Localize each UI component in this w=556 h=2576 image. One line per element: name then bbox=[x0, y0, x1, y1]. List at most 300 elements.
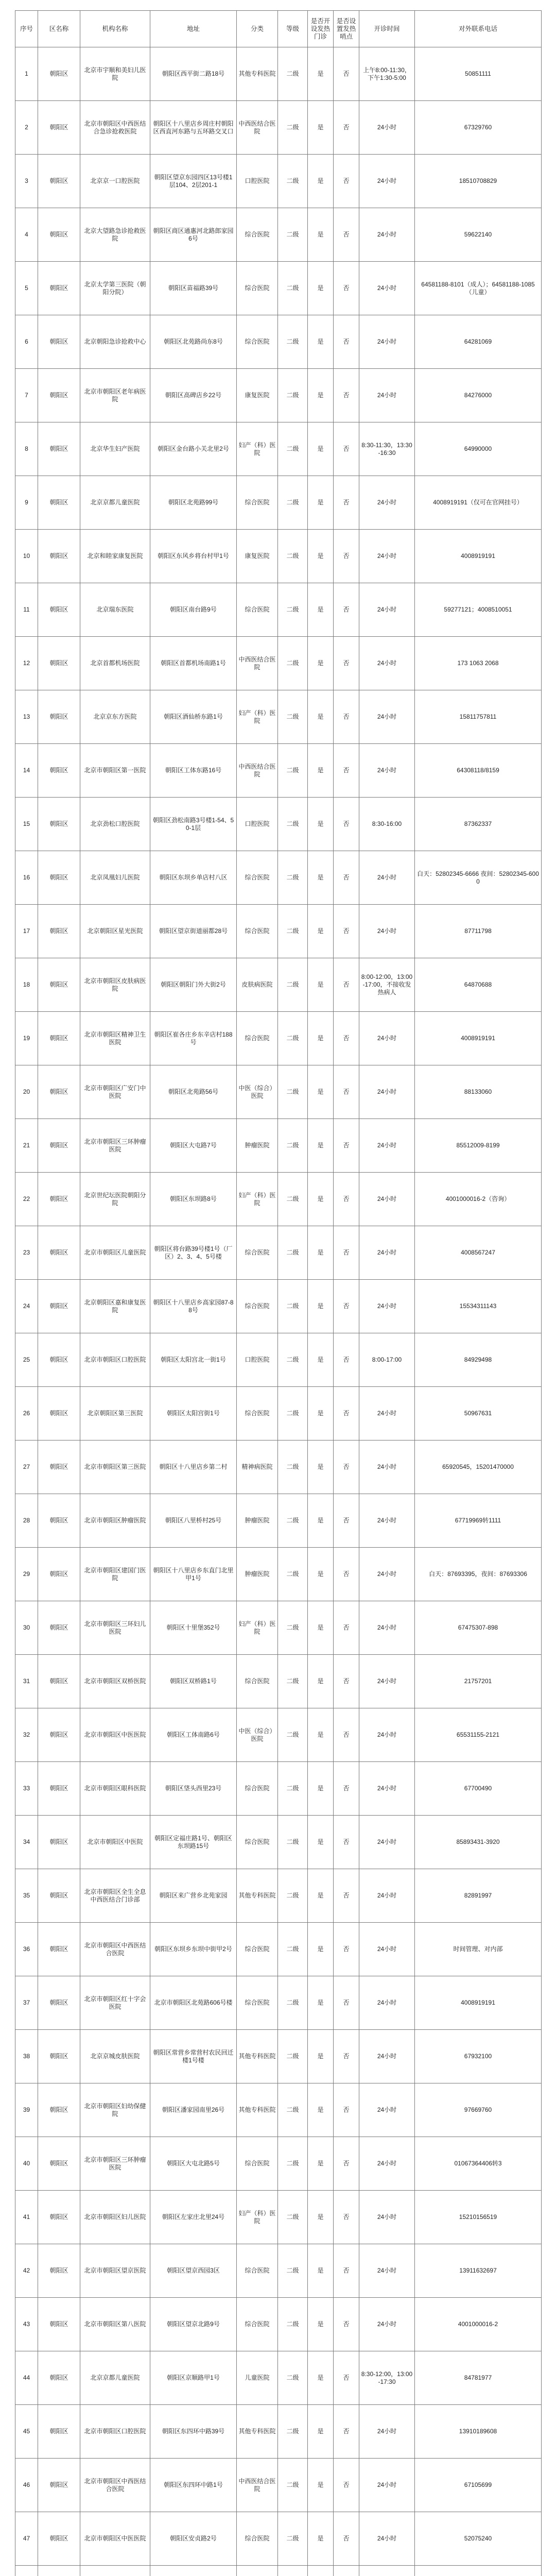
cell-index bbox=[15, 2566, 38, 2576]
cell-category: 妇产（科）医院 bbox=[237, 1601, 278, 1655]
cell-level: 二级 bbox=[278, 583, 308, 637]
cell-phone: 15811757811 bbox=[415, 690, 542, 744]
table-row bbox=[15, 744, 542, 798]
cell-phone: 59622140 bbox=[415, 208, 542, 262]
cell-category bbox=[237, 2566, 278, 2576]
cell-opening-hours: 24小时 bbox=[359, 851, 415, 905]
cell-level: 二级 bbox=[278, 530, 308, 583]
cell-institution: 北京朝阳急诊抢救中心 bbox=[80, 315, 150, 369]
cell-institution: 北京市朝阳区中西医结合医院 bbox=[80, 1923, 150, 1976]
cell-phone: 4008919191 bbox=[415, 1976, 542, 2030]
cell-index: 5 bbox=[15, 262, 38, 315]
cell-opening-hours: 24小时 bbox=[359, 1494, 415, 1548]
cell-index: 11 bbox=[15, 583, 38, 637]
cell-phone: 50967631 bbox=[415, 1387, 542, 1440]
cell-address: 朝阳区太阳宫街1号 bbox=[150, 1387, 237, 1440]
cell-index: 24 bbox=[15, 1280, 38, 1333]
cell-institution: 北京市朝阳区第一医院 bbox=[80, 744, 150, 798]
cell-opening-hours: 24小时 bbox=[359, 530, 415, 583]
cell-address: 朝阳区太阳宫北一街1号 bbox=[150, 1333, 237, 1387]
cell-fever-sentinel: 否 bbox=[334, 1440, 359, 1494]
cell-opening-hours: 24小时 bbox=[359, 583, 415, 637]
cell-fever-sentinel: 否 bbox=[334, 155, 359, 208]
cell-opening-hours: 24小时 bbox=[359, 2030, 415, 2083]
cell-institution: 北京凤凰妇儿医院 bbox=[80, 851, 150, 905]
cell-institution: 北京市朝阳区中医医院 bbox=[80, 2512, 150, 2566]
cell-fever-sentinel: 否 bbox=[334, 690, 359, 744]
cell-level: 二级 bbox=[278, 47, 308, 101]
cell-fever-clinic: 是 bbox=[308, 1440, 334, 1494]
cell-fever-clinic: 是 bbox=[308, 47, 334, 101]
cell-fever-sentinel: 否 bbox=[334, 798, 359, 851]
cell-institution: 北京朝阳区嘉和康复医院 bbox=[80, 1280, 150, 1333]
cell-phone: 13910189608 bbox=[415, 2405, 542, 2459]
table-row bbox=[15, 47, 542, 101]
cell-opening-hours: 24小时 bbox=[359, 208, 415, 262]
cell-level: 二级 bbox=[278, 1012, 308, 1065]
cell-district: 朝阳区 bbox=[38, 1387, 80, 1440]
table-row bbox=[15, 208, 542, 262]
cell-opening-hours: 24小时 bbox=[359, 1173, 415, 1226]
cell-opening-hours: 24小时 bbox=[359, 315, 415, 369]
cell-fever-clinic: 是 bbox=[308, 798, 334, 851]
cell-district: 朝阳区 bbox=[38, 851, 80, 905]
cell-opening-hours: 24小时 bbox=[359, 1440, 415, 1494]
cell-index: 42 bbox=[15, 2244, 38, 2298]
cell-opening-hours: 24小时 bbox=[359, 1387, 415, 1440]
cell-fever-sentinel: 否 bbox=[334, 1333, 359, 1387]
cell-opening-hours: 24小时 bbox=[359, 637, 415, 690]
cell-address: 朝阳区双桥路1号 bbox=[150, 1655, 237, 1708]
cell-opening-hours: 24小时 bbox=[359, 1655, 415, 1708]
cell-institution: 北京朝阳区第三医院 bbox=[80, 1387, 150, 1440]
cell-level: 二级 bbox=[278, 744, 308, 798]
cell-fever-clinic: 是 bbox=[308, 2244, 334, 2298]
cell-category: 综合医院 bbox=[237, 2298, 278, 2351]
cell-category: 综合医院 bbox=[237, 2137, 278, 2191]
table-row bbox=[15, 101, 542, 155]
cell-phone: 时间管理、对内部 bbox=[415, 1923, 542, 1976]
table-row bbox=[15, 1816, 542, 1869]
cell-address: 朝阳区垡头西里23号 bbox=[150, 1762, 237, 1816]
table-row bbox=[15, 1601, 542, 1655]
cell-phone: 88133060 bbox=[415, 1065, 542, 1119]
cell-address: 朝阳区东坝乡东坝中街甲2号 bbox=[150, 1923, 237, 1976]
cell-opening-hours: 上午8:00-11:30，下午1:30-5:00 bbox=[359, 47, 415, 101]
cell-index: 3 bbox=[15, 155, 38, 208]
cell-fever-clinic: 是 bbox=[308, 958, 334, 1012]
cell-opening-hours: 24小时 bbox=[359, 1119, 415, 1173]
cell-category: 综合医院 bbox=[237, 1976, 278, 2030]
cell-fever-sentinel: 否 bbox=[334, 2137, 359, 2191]
hospital-table bbox=[15, 10, 542, 2576]
cell-fever-clinic: 是 bbox=[308, 1012, 334, 1065]
cell-opening-hours bbox=[359, 2566, 415, 2576]
cell-institution: 北京市朝阳区眼科医院 bbox=[80, 1762, 150, 1816]
cell-level: 二级 bbox=[278, 1762, 308, 1816]
cell-level: 二级 bbox=[278, 2459, 308, 2512]
cell-district: 朝阳区 bbox=[38, 1226, 80, 1280]
cell-level: 二级 bbox=[278, 1494, 308, 1548]
cell-opening-hours: 8:30-12:00，13:00-17:30 bbox=[359, 2351, 415, 2405]
cell-phone: 64990000 bbox=[415, 422, 542, 476]
cell-institution: 北京市朝阳区三环肿瘤医院 bbox=[80, 2137, 150, 2191]
cell-district: 朝阳区 bbox=[38, 744, 80, 798]
cell-institution: 北京京东方医院 bbox=[80, 690, 150, 744]
header-district: 区名称 bbox=[38, 11, 80, 47]
cell-address: 朝阳区潘家园南里26号 bbox=[150, 2083, 237, 2137]
cell-fever-clinic: 是 bbox=[308, 1119, 334, 1173]
cell-fever-clinic: 是 bbox=[308, 1065, 334, 1119]
cell-fever-clinic: 是 bbox=[308, 2137, 334, 2191]
cell-category: 综合医院 bbox=[237, 315, 278, 369]
cell-fever-sentinel: 否 bbox=[334, 2244, 359, 2298]
cell-category: 综合医院 bbox=[237, 1655, 278, 1708]
cell-district: 朝阳区 bbox=[38, 1548, 80, 1601]
cell-fever-clinic: 是 bbox=[308, 1548, 334, 1601]
cell-category: 综合医院 bbox=[237, 208, 278, 262]
cell-level: 二级 bbox=[278, 1173, 308, 1226]
cell-category: 妇产（科）医院 bbox=[237, 422, 278, 476]
cell-level: 二级 bbox=[278, 1976, 308, 2030]
cell-index: 38 bbox=[15, 2030, 38, 2083]
cell-index: 46 bbox=[15, 2459, 38, 2512]
cell-fever-sentinel: 否 bbox=[334, 1226, 359, 1280]
cell-institution: 北京市朝阳区第三医院 bbox=[80, 1440, 150, 1494]
cell-institution: 北京市朝阳区儿童医院 bbox=[80, 1226, 150, 1280]
cell-category: 综合医院 bbox=[237, 851, 278, 905]
cell-phone: 85512009-8199 bbox=[415, 1119, 542, 1173]
cell-address: 朝阳区北苑路尚东8号 bbox=[150, 315, 237, 369]
cell-phone: 01067364406转3 bbox=[415, 2137, 542, 2191]
cell-fever-clinic: 是 bbox=[308, 422, 334, 476]
cell-index: 30 bbox=[15, 1601, 38, 1655]
cell-address: 朝阳区定福庄路1号、朝阳区东坝路15号 bbox=[150, 1816, 237, 1869]
cell-fever-clinic: 是 bbox=[308, 2298, 334, 2351]
cell-address: 朝阳区望京北路9号 bbox=[150, 2298, 237, 2351]
cell-address: 朝阳区八里桥村25号 bbox=[150, 1494, 237, 1548]
cell-address: 朝阳区南台路9号 bbox=[150, 583, 237, 637]
cell-fever-clinic: 是 bbox=[308, 1226, 334, 1280]
cell-level: 二级 bbox=[278, 422, 308, 476]
cell-index: 1 bbox=[15, 47, 38, 101]
cell-level: 二级 bbox=[278, 262, 308, 315]
cell-category: 中医（综合）医院 bbox=[237, 1065, 278, 1119]
cell-institution: 北京市朝阳区望京医院 bbox=[80, 2244, 150, 2298]
cell-phone: 13911632697 bbox=[415, 2244, 542, 2298]
cell-opening-hours: 24小时 bbox=[359, 744, 415, 798]
table-row bbox=[15, 1976, 542, 2030]
cell-address: 朝阳区工体东路16号 bbox=[150, 744, 237, 798]
cell-category: 妇产（科）医院 bbox=[237, 690, 278, 744]
cell-institution: 北京市朝阳区三环妇儿医院 bbox=[80, 1601, 150, 1655]
cell-address: 朝阳区十里堡352号 bbox=[150, 1601, 237, 1655]
cell-fever-clinic: 是 bbox=[308, 2083, 334, 2137]
cell-level: 二级 bbox=[278, 905, 308, 958]
cell-level: 二级 bbox=[278, 476, 308, 530]
cell-district: 朝阳区 bbox=[38, 1976, 80, 2030]
cell-phone: 15534311143 bbox=[415, 1280, 542, 1333]
cell-index: 21 bbox=[15, 1119, 38, 1173]
cell-phone: 59277121；4008510051 bbox=[415, 583, 542, 637]
table-row bbox=[15, 583, 542, 637]
cell-fever-sentinel: 否 bbox=[334, 2405, 359, 2459]
cell-district: 朝阳区 bbox=[38, 1869, 80, 1923]
cell-index: 41 bbox=[15, 2191, 38, 2244]
cell-fever-sentinel: 否 bbox=[334, 851, 359, 905]
cell-address: 朝阳区常营乡常营村农民回迁楼1号楼 bbox=[150, 2030, 237, 2083]
cell-category: 中西医结合医院 bbox=[237, 101, 278, 155]
cell-opening-hours: 24小时 bbox=[359, 2298, 415, 2351]
cell-opening-hours: 24小时 bbox=[359, 905, 415, 958]
cell-fever-sentinel: 否 bbox=[334, 208, 359, 262]
cell-category: 综合医院 bbox=[237, 2244, 278, 2298]
cell-district: 朝阳区 bbox=[38, 315, 80, 369]
cell-level: 二级 bbox=[278, 1387, 308, 1440]
table-row bbox=[15, 1119, 542, 1173]
cell-fever-clinic: 是 bbox=[308, 1387, 334, 1440]
cell-level: 二级 bbox=[278, 2191, 308, 2244]
cell-fever-clinic: 是 bbox=[308, 744, 334, 798]
cell-district: 朝阳区 bbox=[38, 2459, 80, 2512]
cell-index: 18 bbox=[15, 958, 38, 1012]
cell-category: 肿瘤医院 bbox=[237, 1548, 278, 1601]
cell-institution bbox=[80, 2566, 150, 2576]
cell-institution: 北京市朝阳区建国门医院 bbox=[80, 1548, 150, 1601]
cell-category: 综合医院 bbox=[237, 262, 278, 315]
table-row bbox=[15, 1708, 542, 1762]
cell-index: 15 bbox=[15, 798, 38, 851]
cell-opening-hours: 24小时 bbox=[359, 2083, 415, 2137]
cell-institution: 北京世纪坛医院朝阳分院 bbox=[80, 1173, 150, 1226]
cell-district: 朝阳区 bbox=[38, 2298, 80, 2351]
cell-fever-clinic: 是 bbox=[308, 851, 334, 905]
table-row bbox=[15, 637, 542, 690]
cell-phone: 67719969转1111 bbox=[415, 1494, 542, 1548]
cell-category: 康复医院 bbox=[237, 369, 278, 422]
cell-level: 二级 bbox=[278, 690, 308, 744]
cell-phone: 4001000016-2（咨询） bbox=[415, 1173, 542, 1226]
cell-institution: 北京和睦家康复医院 bbox=[80, 530, 150, 583]
cell-fever-sentinel: 否 bbox=[334, 1708, 359, 1762]
cell-index: 36 bbox=[15, 1923, 38, 1976]
cell-level: 二级 bbox=[278, 1601, 308, 1655]
cell-address: 朝阳区将台路39号楼1号（厂区）2、3、4、5号楼 bbox=[150, 1226, 237, 1280]
cell-district: 朝阳区 bbox=[38, 530, 80, 583]
cell-district: 朝阳区 bbox=[38, 369, 80, 422]
table-row bbox=[15, 2083, 542, 2137]
cell-fever-clinic: 是 bbox=[308, 530, 334, 583]
cell-phone: 4008919191 bbox=[415, 530, 542, 583]
cell-phone: 64281069 bbox=[415, 315, 542, 369]
cell-category: 肿瘤医院 bbox=[237, 1119, 278, 1173]
cell-level: 二级 bbox=[278, 1226, 308, 1280]
cell-address: 朝阳区劲松南路3号楼1-54、50-1层 bbox=[150, 798, 237, 851]
cell-address: 朝阳区望京街道丽都28号 bbox=[150, 905, 237, 958]
cell-address: 朝阳区崔各庄乡东辛店村188号 bbox=[150, 1012, 237, 1065]
cell-opening-hours: 24小时 bbox=[359, 2405, 415, 2459]
cell-institution: 北京市朝阳区皮肤病医院 bbox=[80, 958, 150, 1012]
cell-phone: 64308118/8159 bbox=[415, 744, 542, 798]
cell-level: 二级 bbox=[278, 315, 308, 369]
cell-phone: 97669760 bbox=[415, 2083, 542, 2137]
cell-address: 朝阳区北苑路56号 bbox=[150, 1065, 237, 1119]
cell-institution: 北京市朝阳区中西医结合急诊抢救医院 bbox=[80, 101, 150, 155]
cell-fever-sentinel: 否 bbox=[334, 1173, 359, 1226]
cell-phone: 85893431-3920 bbox=[415, 1816, 542, 1869]
cell-phone: 84929498 bbox=[415, 1333, 542, 1387]
cell-category: 综合医院 bbox=[237, 1762, 278, 1816]
cell-district: 朝阳区 bbox=[38, 583, 80, 637]
cell-district: 朝阳区 bbox=[38, 2244, 80, 2298]
cell-level: 二级 bbox=[278, 155, 308, 208]
cell-fever-sentinel: 否 bbox=[334, 476, 359, 530]
cell-index: 44 bbox=[15, 2351, 38, 2405]
header-phone: 对外联系电话 bbox=[415, 11, 542, 47]
cell-address: 朝阳区金台路小关北里2号 bbox=[150, 422, 237, 476]
cell-index: 28 bbox=[15, 1494, 38, 1548]
cell-address: 朝阳区东四环中路1号 bbox=[150, 2459, 237, 2512]
cell-opening-hours: 24小时 bbox=[359, 1923, 415, 1976]
cell-opening-hours: 24小时 bbox=[359, 1548, 415, 1601]
cell-fever-clinic: 是 bbox=[308, 2191, 334, 2244]
cell-opening-hours: 24小时 bbox=[359, 1280, 415, 1333]
cell-institution: 北京华生妇产医院 bbox=[80, 422, 150, 476]
cell-phone: 173 1063 2068 bbox=[415, 637, 542, 690]
table-body bbox=[15, 47, 542, 2576]
table-row bbox=[15, 262, 542, 315]
cell-category: 综合医院 bbox=[237, 1280, 278, 1333]
cell-fever-clinic: 是 bbox=[308, 155, 334, 208]
cell-category: 其他专科医院 bbox=[237, 2405, 278, 2459]
cell-category: 综合医院 bbox=[237, 1816, 278, 1869]
cell-fever-sentinel: 否 bbox=[334, 1494, 359, 1548]
cell-institution: 北京市朝阳区妇幼保健院 bbox=[80, 2083, 150, 2137]
table-row bbox=[15, 1440, 542, 1494]
table-row bbox=[15, 2459, 542, 2512]
cell-institution: 北京朝阳区星光医院 bbox=[80, 905, 150, 958]
cell-fever-clinic: 是 bbox=[308, 2030, 334, 2083]
cell-fever-clinic: 是 bbox=[308, 1762, 334, 1816]
cell-opening-hours: 8:30-16:00 bbox=[359, 798, 415, 851]
cell-fever-sentinel: 否 bbox=[334, 422, 359, 476]
cell-category: 其他专科医院 bbox=[237, 2030, 278, 2083]
cell-phone bbox=[415, 2566, 542, 2576]
cell-index: 33 bbox=[15, 1762, 38, 1816]
cell-index: 31 bbox=[15, 1655, 38, 1708]
cell-level: 二级 bbox=[278, 1119, 308, 1173]
cell-fever-sentinel: 否 bbox=[334, 1601, 359, 1655]
cell-fever-sentinel: 否 bbox=[334, 2512, 359, 2566]
cell-category: 皮肤病医院 bbox=[237, 958, 278, 1012]
cell-opening-hours: 24小时 bbox=[359, 2512, 415, 2566]
cell-phone: 67700490 bbox=[415, 1762, 542, 1816]
cell-fever-sentinel: 否 bbox=[334, 315, 359, 369]
header-level: 等级 bbox=[278, 11, 308, 47]
cell-level: 二级 bbox=[278, 208, 308, 262]
cell-category: 精神病医院 bbox=[237, 1440, 278, 1494]
cell-category: 综合医院 bbox=[237, 476, 278, 530]
cell-level: 二级 bbox=[278, 1548, 308, 1601]
cell-fever-sentinel: 否 bbox=[334, 2298, 359, 2351]
cell-address: 朝阳区西平街二路18号 bbox=[150, 47, 237, 101]
cell-index: 6 bbox=[15, 315, 38, 369]
cell-opening-hours: 24小时 bbox=[359, 1708, 415, 1762]
cell-index: 45 bbox=[15, 2405, 38, 2459]
cell-fever-clinic: 是 bbox=[308, 1976, 334, 2030]
cell-district: 朝阳区 bbox=[38, 1655, 80, 1708]
cell-fever-clinic: 是 bbox=[308, 1333, 334, 1387]
cell-level: 二级 bbox=[278, 851, 308, 905]
cell-phone: 52075240 bbox=[415, 2512, 542, 2566]
cell-institution: 北京劲松口腔医院 bbox=[80, 798, 150, 851]
cell-index: 32 bbox=[15, 1708, 38, 1762]
cell-phone: 18510708829 bbox=[415, 155, 542, 208]
cell-index: 4 bbox=[15, 208, 38, 262]
cell-fever-sentinel: 否 bbox=[334, 1548, 359, 1601]
cell-institution: 北京瑞东医院 bbox=[80, 583, 150, 637]
cell-address: 朝阳区北苑路99号 bbox=[150, 476, 237, 530]
cell-fever-clinic: 是 bbox=[308, 2351, 334, 2405]
cell-institution: 北京市朝阳区红十字会医院 bbox=[80, 1976, 150, 2030]
cell-fever-sentinel: 否 bbox=[334, 1065, 359, 1119]
cell-fever-sentinel: 否 bbox=[334, 2351, 359, 2405]
cell-category: 中西医结合医院 bbox=[237, 744, 278, 798]
cell-district: 朝阳区 bbox=[38, 422, 80, 476]
cell-institution: 北京京都儿童医院 bbox=[80, 2351, 150, 2405]
cell-category: 综合医院 bbox=[237, 1226, 278, 1280]
cell-district: 朝阳区 bbox=[38, 1923, 80, 1976]
cell-address: 朝阳区高碑店乡22号 bbox=[150, 369, 237, 422]
cell-level: 二级 bbox=[278, 1923, 308, 1976]
cell-opening-hours: 24小时 bbox=[359, 369, 415, 422]
cell-fever-sentinel: 否 bbox=[334, 1976, 359, 2030]
cell-phone: 白天：52802345-6666 夜间：52802345-6000 bbox=[415, 851, 542, 905]
cell-opening-hours: 24小时 bbox=[359, 2459, 415, 2512]
cell-district: 朝阳区 bbox=[38, 1065, 80, 1119]
cell-fever-sentinel bbox=[334, 2566, 359, 2576]
cell-district: 朝阳区 bbox=[38, 47, 80, 101]
table-row bbox=[15, 1387, 542, 1440]
cell-level: 二级 bbox=[278, 1065, 308, 1119]
cell-index: 9 bbox=[15, 476, 38, 530]
table-row bbox=[15, 958, 542, 1012]
cell-fever-sentinel: 否 bbox=[334, 1655, 359, 1708]
cell-fever-sentinel: 否 bbox=[334, 530, 359, 583]
cell-category: 综合医院 bbox=[237, 905, 278, 958]
cell-phone: 4008567247 bbox=[415, 1226, 542, 1280]
cell-fever-sentinel: 否 bbox=[334, 2083, 359, 2137]
cell-address: 朝阳区安贞路2号 bbox=[150, 2512, 237, 2566]
cell-district: 朝阳区 bbox=[38, 958, 80, 1012]
cell-fever-sentinel: 否 bbox=[334, 744, 359, 798]
cell-district bbox=[38, 2566, 80, 2576]
cell-district: 朝阳区 bbox=[38, 1762, 80, 1816]
cell-phone: 65531155-2121 bbox=[415, 1708, 542, 1762]
cell-level: 二级 bbox=[278, 2244, 308, 2298]
cell-institution: 北京市朝阳区三环肿瘤医院 bbox=[80, 1119, 150, 1173]
cell-fever-sentinel: 否 bbox=[334, 101, 359, 155]
cell-address: 朝阳区十八里店乡第二村 bbox=[150, 1440, 237, 1494]
cell-category: 综合医院 bbox=[237, 583, 278, 637]
table-row bbox=[15, 1548, 542, 1601]
cell-address: 朝阳区望京东园四区13号楼1层104、2层201-1 bbox=[150, 155, 237, 208]
cell-fever-clinic: 是 bbox=[308, 1816, 334, 1869]
cell-district: 朝阳区 bbox=[38, 798, 80, 851]
cell-address: 朝阳区十八里店乡周庄村朝阳区西直河东路与五环路交叉口 bbox=[150, 101, 237, 155]
table-row bbox=[15, 2244, 542, 2298]
cell-address: 朝阳区东四环中路39号 bbox=[150, 2405, 237, 2459]
